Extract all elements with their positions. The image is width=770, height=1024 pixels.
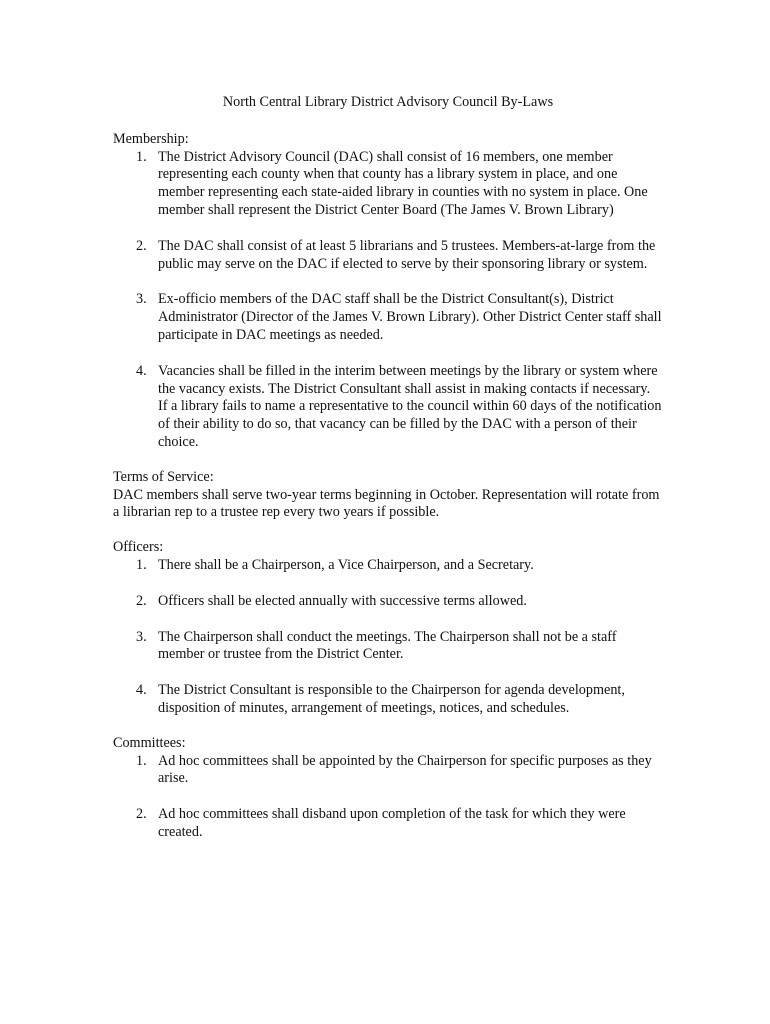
- list-text: The District Advisory Council (DAC) shall consist of 16 members, one member representing each county when that county has a library system in place, and one member representing each state-aided library in counties with no system in place. One member shall represent the District Center Board (The James V. Brown Library): [158, 148, 648, 218]
- committees-section: [113, 735, 663, 842]
- list-text: Ex-officio members of the DAC staff shall be the District Consultant(s), District Administrator (Director of the James V. Brown Library). Other District Center staff shall participate in DAC meetings as needed.: [158, 291, 662, 343]
- list-text: Ad hoc committees shall disband upon completion of the task for which they were created.: [158, 806, 626, 840]
- document-page: [113, 94, 663, 859]
- list-text: Vacancies shall be filled in the interim between meetings by the library or system where the vacancy exists. The District Consultant shall assist in making contacts if necessary. If a library fails to name a representative to the council within 60 days of the notification of their ability to do so, that vacancy can be filled by the DAC with a person of their choice.: [158, 362, 662, 450]
- list-text: Ad hoc committees shall be appointed by the Chairperson for specific purposes as they arise.: [158, 752, 652, 787]
- document-title: North Central Library District Advisory Council By-Laws: [222, 94, 554, 110]
- list-number: 1.: [136, 556, 147, 573]
- list-text: Officers shall be elected annually with successive terms allowed.: [158, 592, 527, 609]
- list-item: [113, 682, 663, 718]
- list-number: 4.: [136, 362, 147, 379]
- list-item: [113, 629, 663, 665]
- committees-list: [113, 753, 663, 842]
- membership-list: [113, 149, 663, 452]
- list-item: [113, 753, 663, 789]
- officers-list: [113, 557, 663, 718]
- officers-section: [113, 539, 663, 718]
- list-number: 3.: [136, 291, 147, 308]
- officers-heading: Officers:: [113, 539, 164, 556]
- list-item: [113, 291, 663, 344]
- terms-section: [113, 469, 663, 522]
- list-number: 2.: [136, 592, 147, 609]
- terms-heading: Terms of Service:: [113, 468, 214, 485]
- list-number: 4.: [136, 682, 147, 699]
- list-item: [113, 557, 663, 575]
- list-item: [113, 806, 663, 842]
- list-number: 2.: [136, 806, 147, 823]
- list-text: The DAC shall consist of at least 5 librarians and 5 trustees. Members-at-large from the public may serve on the DAC if elected to serve by their sponsoring library or system.: [158, 237, 656, 272]
- membership-section: [113, 131, 663, 452]
- terms-text: DAC members shall serve two-year terms beginning in October. Representation will rotate from a librarian rep to a trustee rep every two years if possible.: [113, 486, 660, 521]
- list-text: The District Consultant is responsible to the Chairperson for agenda development, disposition of minutes, arrangement of meetings, notices, and schedules.: [158, 682, 625, 716]
- committees-heading: Committees:: [113, 734, 186, 751]
- list-text: The Chairperson shall conduct the meetings. The Chairperson shall not be a staff member or trustee from the District Center.: [158, 628, 617, 663]
- list-number: 2.: [136, 237, 147, 254]
- list-item: [113, 593, 663, 611]
- list-item: [113, 238, 663, 274]
- list-number: 3.: [136, 628, 147, 645]
- membership-heading: Membership:: [113, 130, 189, 147]
- list-text: There shall be a Chairperson, a Vice Chairperson, and a Secretary.: [158, 556, 534, 573]
- list-item: [113, 363, 663, 452]
- list-number: 1.: [136, 148, 147, 165]
- list-item: [113, 149, 663, 220]
- list-number: 1.: [136, 752, 147, 769]
